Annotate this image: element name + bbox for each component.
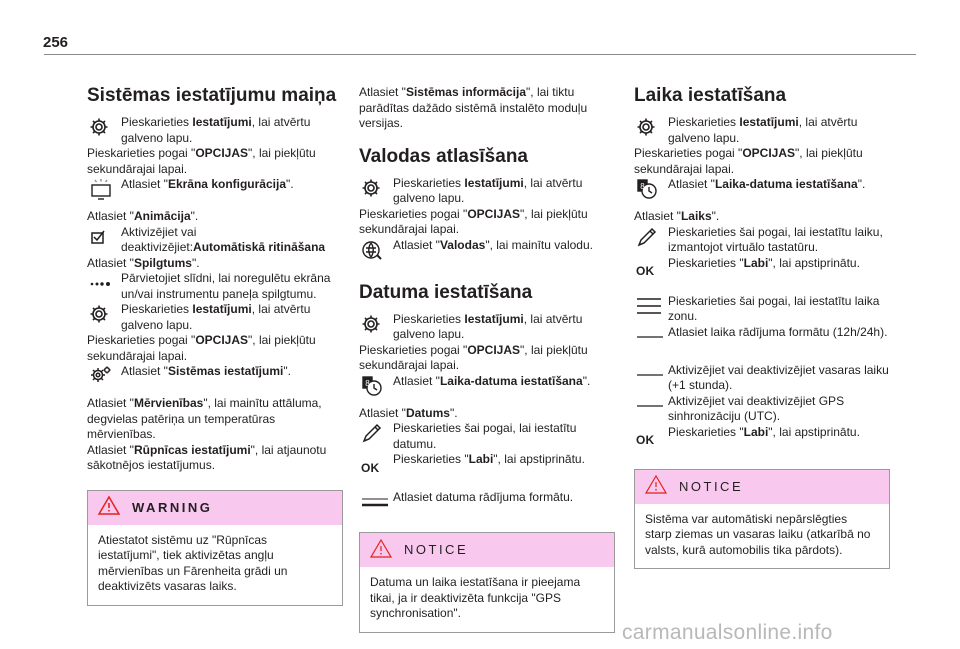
- notice-header: [635, 470, 889, 504]
- instruction-system-info: Atlasiet "Sistēmas informācija", lai tiktu parādītas dažādo sistēmā instalēto moduļu versijas.: [359, 85, 588, 130]
- ok-button-icon: OK: [636, 432, 655, 447]
- checkbox-icon: [87, 225, 121, 249]
- instruction-options-time: Pieskarieties pogai "OPCIJAS", lai piekļūtu sekundārajai lapai.: [634, 146, 863, 176]
- notice-triangle-icon: [370, 538, 392, 563]
- instruction-options-2: Pieskarieties pogai "OPCIJAS", lai piekļūtu sekundārajai lapai.: [87, 333, 316, 363]
- step-screen-config: Atlasiet "Ekrāna konfigurācija".: [87, 177, 343, 201]
- step-time-date-settings: 8 Atlasiet "Laika-datuma iestatīšana".: [359, 374, 615, 398]
- notice-box-date: [359, 532, 615, 633]
- instruction-units: Atlasiet "Mērvienības", lai mainītu attāluma, degvielas patēriņa un temperatūras mērvienības.: [87, 396, 322, 441]
- step-confirm-time: OK Pieskarieties "Labi", lai apstiprinātu.: [636, 255, 860, 278]
- ok-button-icon: OK: [361, 460, 380, 475]
- gear-icon: [634, 115, 668, 139]
- ok-button-icon: OK: [636, 263, 655, 278]
- step-confirm-time-2: OK Pieskarieties "Labi", lai apstiprinātu.: [636, 424, 860, 447]
- gear-icon: [359, 312, 393, 336]
- double-gear-icon: [87, 364, 121, 388]
- step-summer-time: Aktivizējiet vai deaktivizējiet vasaras laiku (+1 stunda).: [634, 363, 890, 394]
- instruction-options: Pieskarieties pogai "OPCIJAS", lai piekļūtu sekundārajai lapai.: [87, 146, 316, 176]
- monitor-brightness-icon: [87, 177, 121, 201]
- gear-icon: [87, 115, 121, 139]
- toggle-line-icon: [634, 363, 668, 387]
- notice-text: Datuma un laika iestatīšana ir pieejama tikai, ja ir deaktivizēta funkcija "GPS synchronisation".: [370, 575, 581, 620]
- calendar-clock-icon: [359, 374, 393, 398]
- step-time-date-settings-time: 8 Atlasiet "Laika-datuma iestatīšana".: [634, 177, 890, 201]
- instruction-time: Atlasiet "Laiks".: [634, 209, 720, 223]
- step-autoscroll: Aktivizējiet vai deaktivizējiet:Automātiskā ritināšana: [87, 225, 343, 256]
- step-open-settings: Pieskarieties Iestatījumi, lai atvērtu galveno lapu.: [87, 115, 343, 146]
- step-time-format: Atlasiet laika rādījuma formātu (12h/24h).: [634, 325, 890, 349]
- warning-box: [87, 490, 343, 606]
- step-system-settings: Atlasiet "Sistēmas iestatījumi".: [87, 364, 343, 388]
- column-language-date: [359, 85, 615, 633]
- step-set-time: Pieskarieties šai pogai, lai iestatītu laiku, izmantojot virtuālo tastatūru.: [634, 225, 890, 256]
- list-menu-icon: [634, 294, 668, 318]
- instruction-brightness: Atlasiet "Spilgtums".: [87, 255, 200, 270]
- instruction-animation: Atlasiet "Animācija".: [87, 209, 199, 223]
- step-confirm-date: OK Pieskarieties "Labi", lai apstiprinātu.: [361, 452, 585, 475]
- column-time-settings: [634, 85, 890, 569]
- language-head-icon: [359, 238, 393, 262]
- notice-triangle-icon: [645, 474, 667, 499]
- section-title-system-settings: Sistēmas iestatījumu maiņa: [87, 85, 337, 106]
- step-brightness-slider: Pārvietojiet slīdni, lai noregulētu ekrāna un/vai instrumentu paneļa spilgtumu.: [87, 271, 343, 302]
- column-system-settings: [87, 85, 343, 606]
- instruction-options-lang: Pieskarieties pogai "OPCIJAS", lai piekļūtu sekundārajai lapai.: [359, 206, 588, 236]
- step-gps-sync: Aktivizējiet vai deaktivizējiet GPS sinhronizāciju (UTC).: [634, 394, 890, 425]
- gear-icon: [87, 302, 121, 326]
- step-languages: Atlasiet "Valodas", lai mainītu valodu.: [359, 238, 615, 262]
- watermark-text: carmanualsonline.info: [622, 621, 833, 644]
- format-bars-icon: [634, 325, 668, 349]
- instruction-date: Atlasiet "Datums".: [359, 405, 458, 420]
- calendar-clock-icon: [634, 177, 668, 201]
- instruction-options-date: Pieskarieties pogai "OPCIJAS", lai piekļūtu sekundārajai lapai.: [359, 342, 588, 372]
- format-bars-icon: [359, 490, 393, 514]
- warning-header: [88, 491, 342, 525]
- notice-header: [360, 533, 614, 567]
- notice-title: NOTICE: [404, 542, 469, 558]
- step-open-settings-lang: Pieskarieties Iestatījumi, lai atvērtu galveno lapu.: [359, 176, 615, 207]
- warning-text: Atiestatot sistēmu uz "Rūpnīcas iestatījumi", tiek aktivizētas angļu mērvienības un Fārenheita grādi un deaktivizēts vasaras laiks.: [98, 532, 288, 593]
- section-title-language: Valodas atlasīšana: [359, 145, 528, 167]
- section-title-date: Datuma iestatīšana: [359, 281, 533, 303]
- warning-triangle-icon: [98, 495, 120, 520]
- warning-title: WARNING: [132, 499, 213, 515]
- slider-dots-icon: [87, 271, 121, 295]
- step-open-settings-date: Pieskarieties Iestatījumi, lai atvērtu galveno lapu.: [359, 312, 615, 343]
- step-date-format: Atlasiet datuma rādījuma formātu.: [359, 490, 615, 514]
- notice-title: NOTICE: [679, 478, 744, 494]
- section-title-time: Laika iestatīšana: [634, 85, 787, 106]
- step-set-date: Pieskarieties šai pogai, lai iestatītu datumu.: [359, 421, 615, 452]
- notice-text: Sistēma var automātiski nepārslēgties starp ziemas un vasaras laiku (atkarībā no valsts, kurā automobilis tika pārdots).: [645, 511, 871, 557]
- pencil-icon: [359, 421, 393, 445]
- instruction-factory-reset: Atlasiet "Rūpnīcas iestatījumi", lai atjaunotu sākotnējos iestatījumus.: [87, 442, 327, 472]
- svg-text:8: 8: [640, 182, 645, 191]
- svg-text:8: 8: [365, 378, 370, 388]
- top-divider: [44, 54, 916, 55]
- pencil-icon: [634, 225, 668, 249]
- step-open-settings-time: Pieskarieties Iestatījumi, lai atvērtu galveno lapu.: [634, 115, 890, 146]
- notice-box-time: [634, 469, 890, 570]
- step-open-settings-2: Pieskarieties Iestatījumi, lai atvērtu galveno lapu.: [87, 302, 343, 333]
- gear-icon: [359, 176, 393, 200]
- page-number: 256: [43, 34, 69, 51]
- toggle-line-icon: [634, 394, 668, 418]
- step-time-zone: Pieskarieties šai pogai, lai iestatītu laika zonu.: [634, 294, 890, 325]
